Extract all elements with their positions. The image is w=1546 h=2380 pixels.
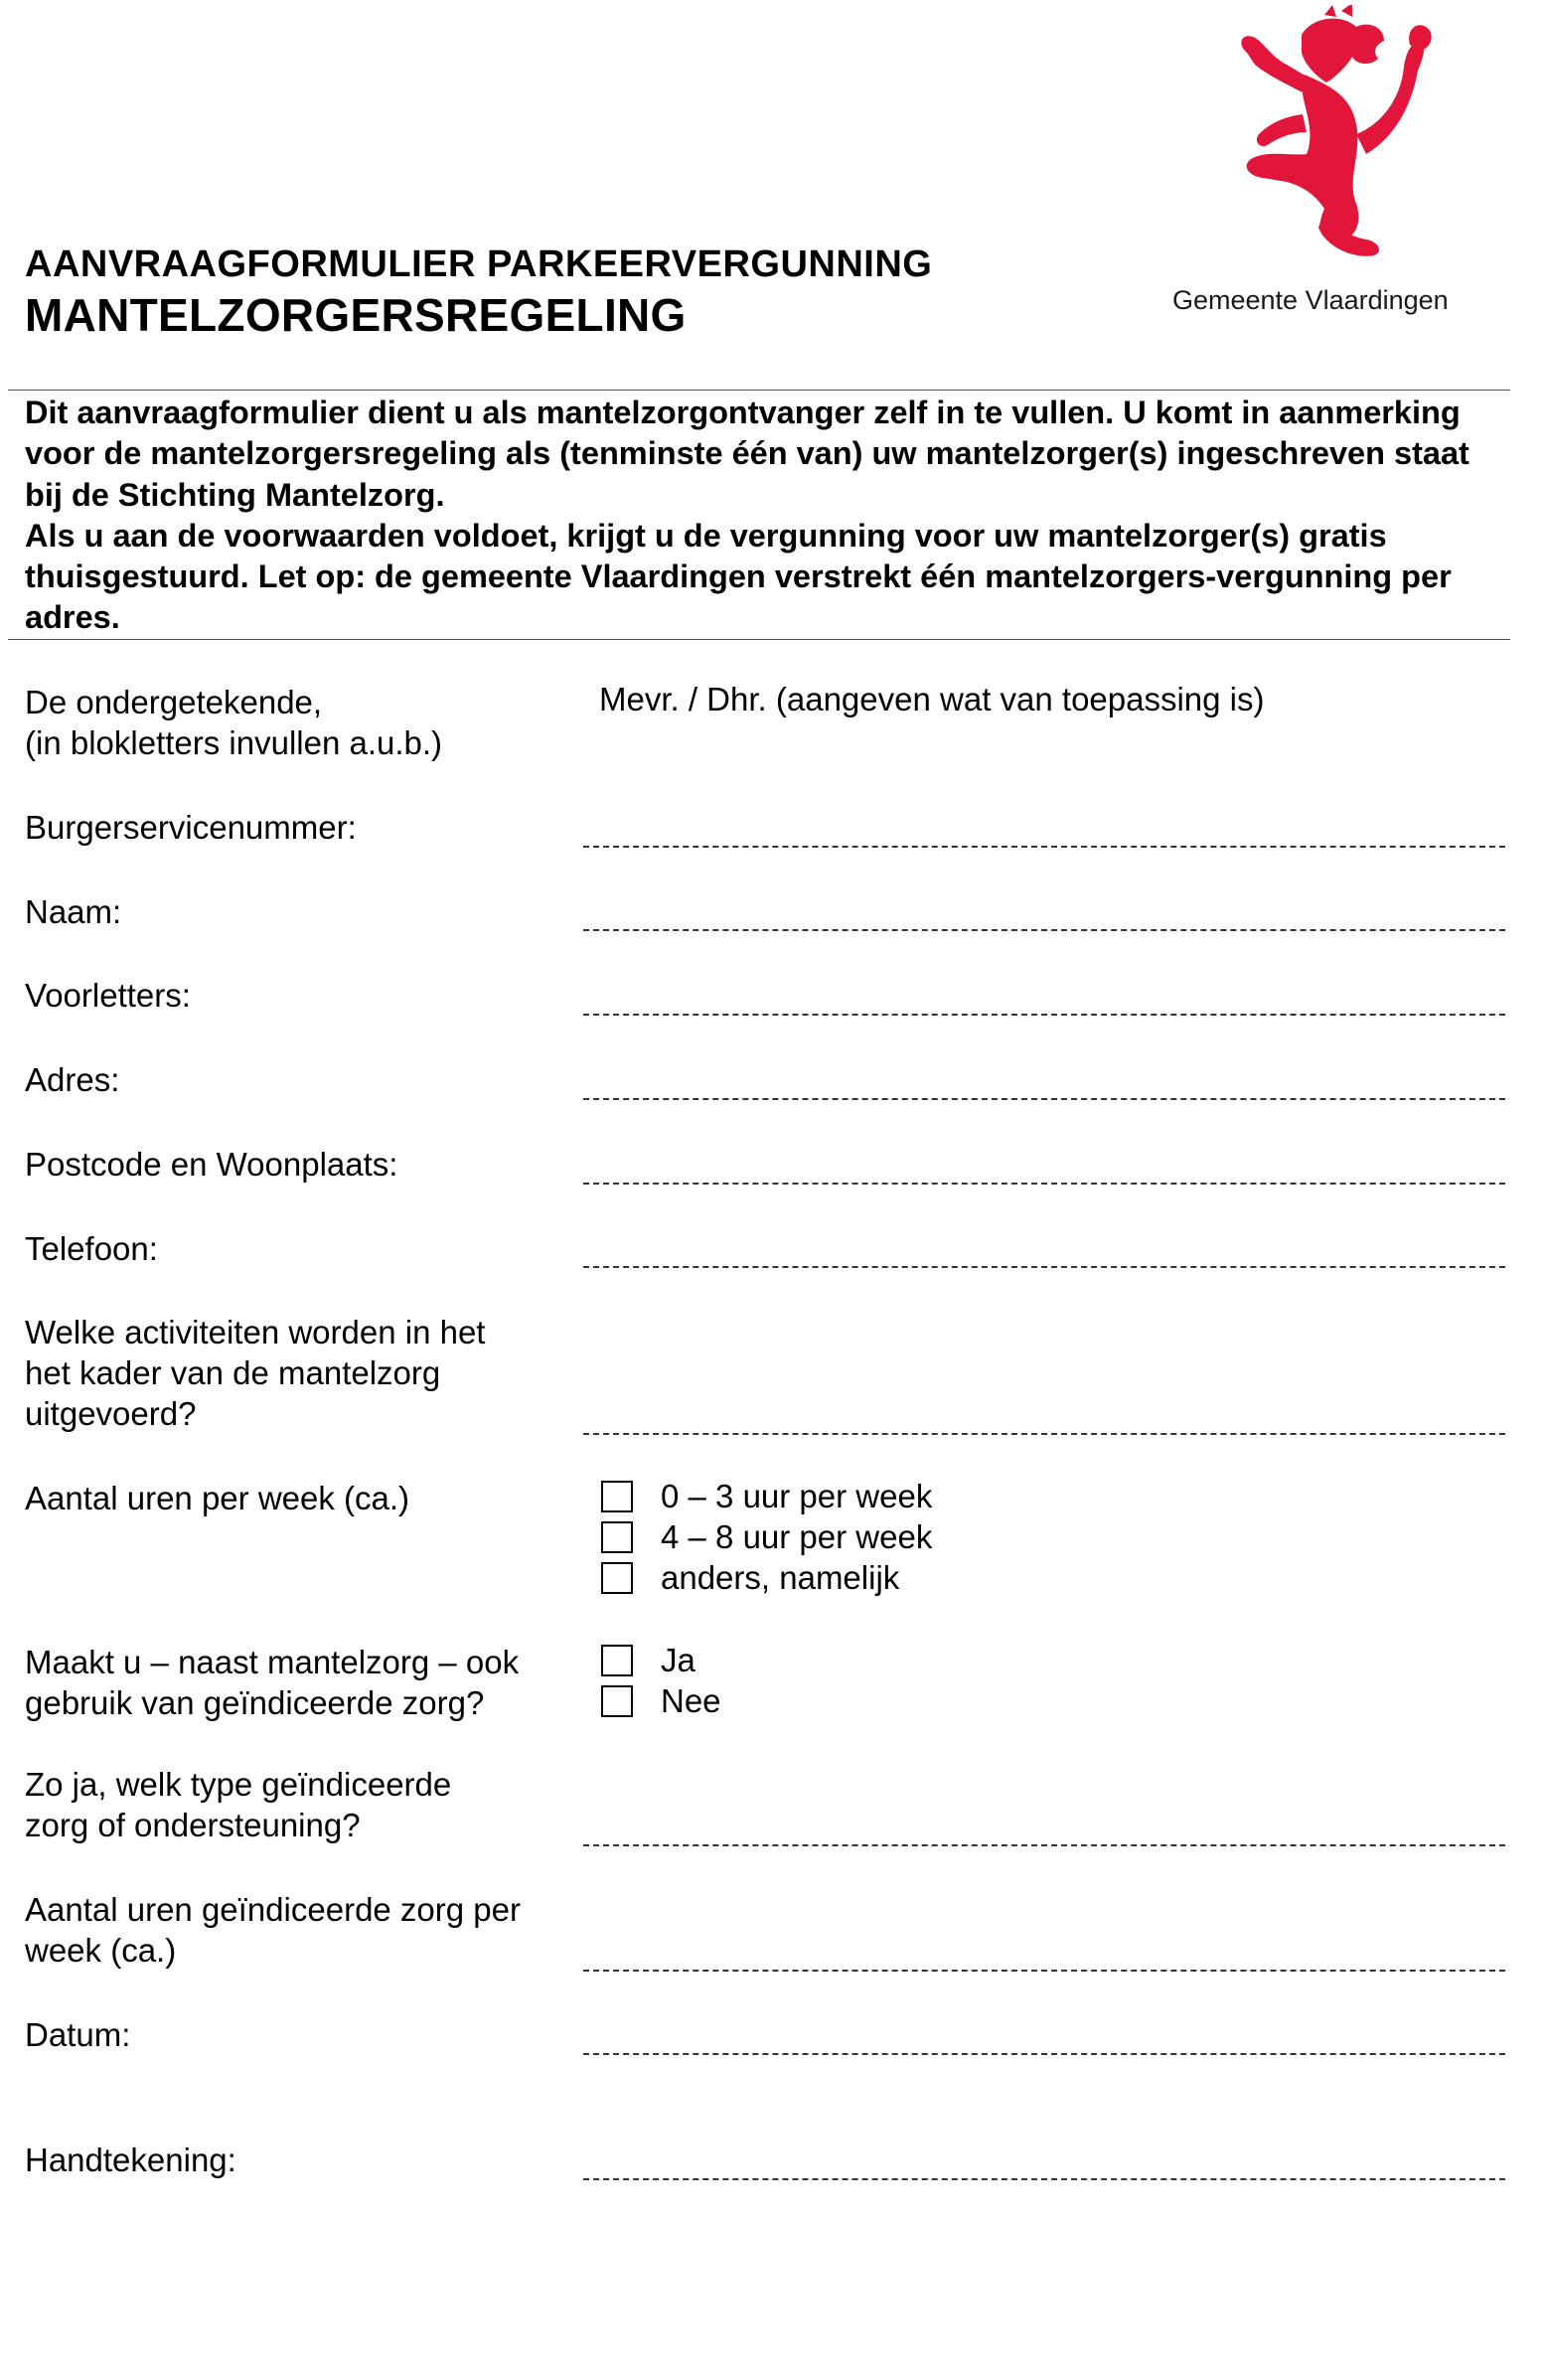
care-hours-field[interactable] [583,1970,1505,1972]
undersigned-label: De ondergetekende, (in blokletters invullen a.u.b.) [25,684,443,761]
address-label: Adres: [25,1061,120,1098]
hours-label: Aantal uren per week (ca.) [25,1480,410,1516]
phone-field[interactable] [583,1266,1505,1268]
checkbox-no[interactable] [601,1685,633,1717]
signature-field[interactable] [583,2178,1505,2180]
date-label: Datum: [25,2016,131,2053]
intro-paragraph-1: Dit aanvraagformulier dient u als mantelzorgontvanger zelf in te vullen. U komt in aanmerking voor de mantelzorgersregeling als (tenminste één van) uw mantelzorger(s) ingeschreven staat bij de Stichting Mantelzorg. [25,395,1469,513]
activities-label: Welke activiteiten worden in het het kader van de mantelzorg uitgevoerd? [25,1314,486,1432]
care-hours-label: Aantal uren geïndiceerde zorg per week (ca.) [25,1891,521,1969]
care-type-label: Zo ja, welk type geïndiceerde zorg of ondersteuning? [25,1766,452,1843]
signature-label: Handtekening: [25,2142,236,2178]
care-type-field[interactable] [583,1844,1505,1846]
name-field[interactable] [583,929,1505,931]
indicated-care-label: Maakt u – naast mantelzorg – ook gebruik van geïndiceerde zorg? [25,1644,520,1721]
indicated-care-option[interactable]: Ja [601,1642,696,1679]
initials-label: Voorletters: [25,977,191,1014]
checkbox-hours-other[interactable] [601,1562,633,1594]
hours-option[interactable]: anders, namelijk [601,1559,899,1597]
intro-text [25,393,1505,639]
address-field[interactable] [583,1098,1505,1100]
lion-icon [1207,5,1446,263]
phone-label: Telefoon: [25,1230,158,1267]
form-title: AANVRAAGFORMULIER PARKEERVERGUNNING [25,243,933,285]
hours-option[interactable]: 4 – 8 uur per week [601,1518,932,1556]
divider-top [8,390,1510,391]
gender-selection[interactable]: Mevr. / Dhr. (aangeven wat van toepassing is) [599,681,1265,717]
postcode-field[interactable] [583,1183,1505,1185]
hours-option[interactable]: 0 – 3 uur per week [601,1478,932,1515]
activities-field[interactable] [583,1433,1505,1435]
municipality-name: Gemeente Vlaardingen [1172,285,1449,315]
bsn-label: Burgerservicenummer: [25,809,357,846]
indicated-care-option[interactable]: Nee [601,1682,721,1720]
checkbox-yes[interactable] [601,1645,633,1676]
name-label: Naam: [25,893,122,930]
checkbox-hours-4-8[interactable] [601,1521,633,1553]
date-field[interactable] [583,2053,1505,2055]
form-subtitle: MANTELZORGERSREGELING [25,289,687,341]
bsn-field[interactable] [583,846,1505,848]
municipality-logo [1162,5,1490,323]
initials-field[interactable] [583,1014,1505,1016]
postcode-label: Postcode en Woonplaats: [25,1146,398,1183]
checkbox-hours-0-3[interactable] [601,1481,633,1512]
intro-paragraph-2: Als u aan de voorwaarden voldoet, krijgt u de vergunning voor uw mantelzorger(s) gratis thuisgestuurd. Let op: de gemeente Vlaardingen verstrekt één mantelzorgers-vergunning per adres. [25,517,1452,636]
divider-bottom [8,639,1510,640]
